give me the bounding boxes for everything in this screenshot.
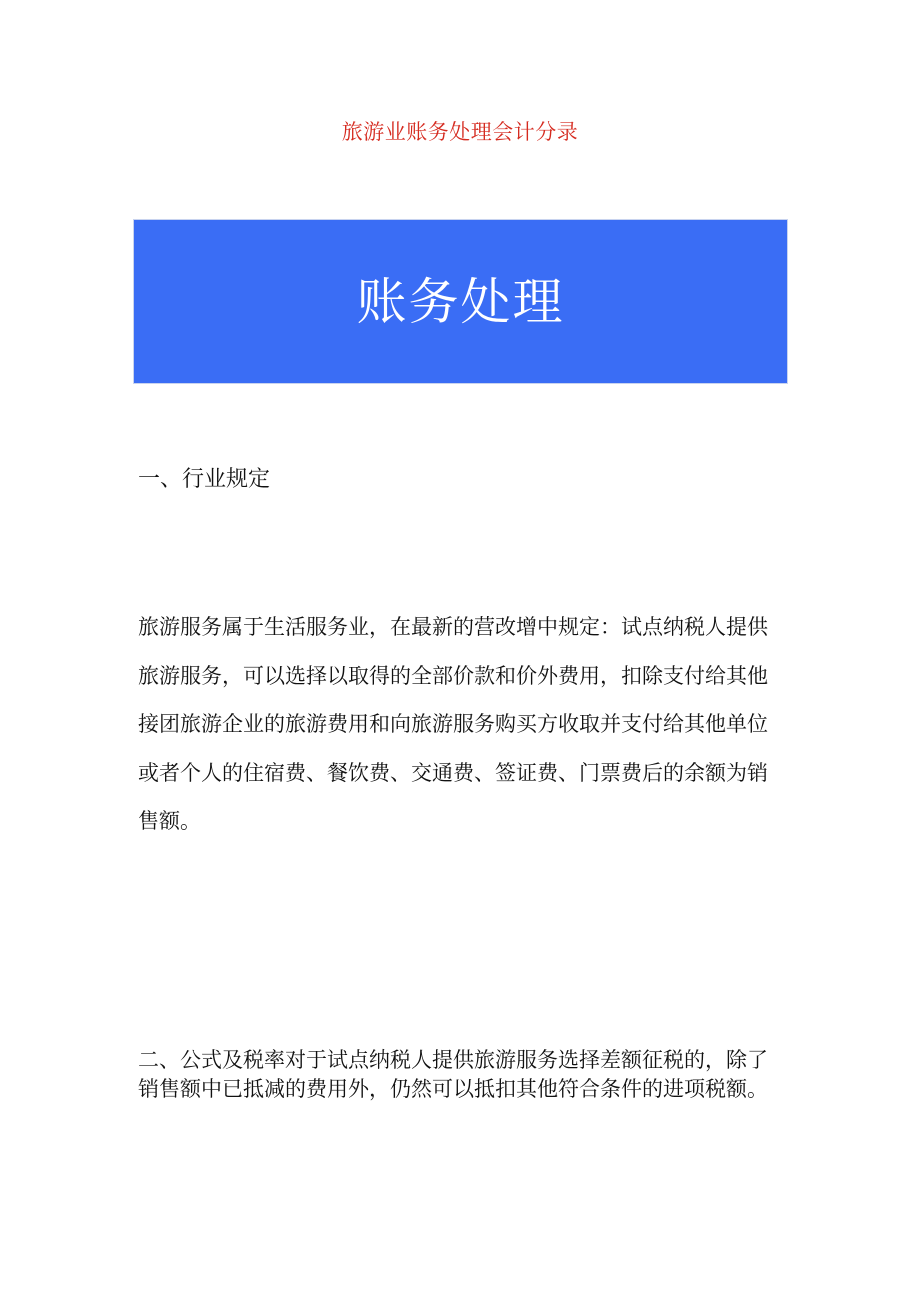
section-banner [134,220,787,383]
banner-text: 账务处理 [356,272,565,331]
document-title: 旅游业账务处理会计分录 [341,120,579,144]
section-heading-industry-rules: 一、行业规定 [138,467,271,492]
paragraph-industry-rules: 旅游服务属于生活服务业，在最新的营改增中规定：试点纳税人提供旅游服务，可以选择以取得的全部价款和价外费用，扣除支付给其他接团旅游企业的旅游费用和向旅游服务购买方收取并支付给其他单位或者个人的住宿费、餐饮费、交通费、签证费、门票费后的余额为销售额。 [138,615,768,833]
paragraph-formula-tax-rate: 二、公式及税率对于试点纳税人提供旅游服务选择差额征税的，除了销售额中已抵减的费用外，仍然可以抵扣其他符合条件的进项税额。 [138,1048,768,1101]
